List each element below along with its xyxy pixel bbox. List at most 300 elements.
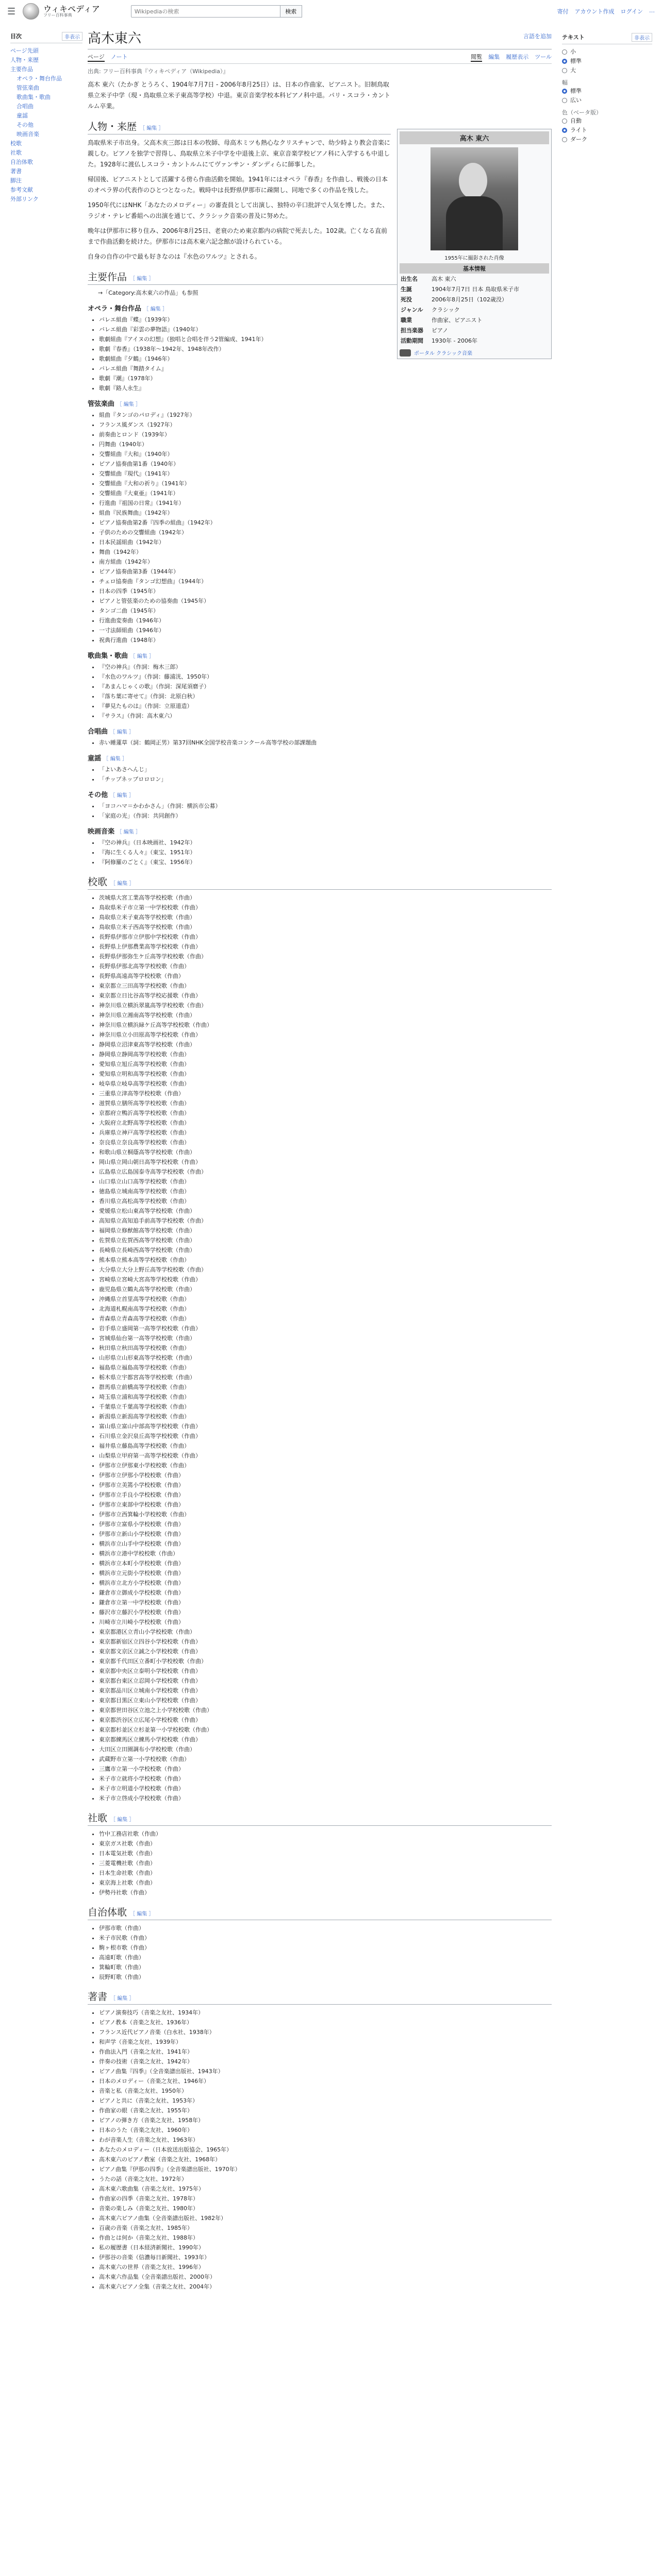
edit-link[interactable]: ［ 編集 ］ <box>110 793 134 799</box>
school-item[interactable]: • 三重県立津高等学校校歌（作曲） <box>99 1089 552 1098</box>
book-item[interactable]: • 百歳の音楽（音楽之友社、1985年） <box>99 2223 552 2233</box>
company-item[interactable]: • 東京海上社歌（作曲） <box>99 1878 552 1888</box>
list-item[interactable]: • 『落ち葉に寄せて』（作詞：北原白秋） <box>99 691 552 701</box>
list-item[interactable]: • 祝典行進曲（1948年） <box>99 635 552 645</box>
book-item[interactable]: • あなたのメロディー（日本放送出版協会、1965年） <box>99 2145 552 2155</box>
infobox-label: 出生名 <box>401 276 418 282</box>
list-item[interactable]: • 「家庭の光」（作詞：共同創作） <box>99 811 552 821</box>
page-tabs <box>88 49 552 64</box>
infobox-row <box>400 274 549 284</box>
toc-item[interactable]: 童謡 <box>16 112 28 119</box>
book-item[interactable]: • 伴奏の技術（音楽之友社、1942年） <box>99 2057 552 2066</box>
works-list <box>88 838 552 867</box>
school-item[interactable]: • 神奈川県立小田原高等学校校歌（作曲） <box>99 1030 552 1040</box>
list-item[interactable]: • 行進曲変奏曲（1946年） <box>99 616 552 625</box>
company-item[interactable]: • 日本電気社歌（作曲） <box>99 1849 552 1858</box>
company-item[interactable]: • 日本生命社歌（作曲） <box>99 1868 552 1878</box>
book-item[interactable]: • ピアノ曲集『四季』（全音楽譜出版社、1943年） <box>99 2066 552 2076</box>
school-item[interactable]: • 栃木県立宇都宮高等学校校歌（作曲） <box>99 1372 552 1382</box>
edit-link[interactable]: ［ 編集 ］ <box>110 1817 134 1823</box>
list-item[interactable]: • ピアノと管弦楽のための協奏曲（1945年） <box>99 596 552 606</box>
school-item[interactable]: • 静岡県立沼津東高等学校校歌（作曲） <box>99 1040 552 1049</box>
infobox-label: 生誕 <box>401 286 412 293</box>
school-item[interactable]: • 新潟県立新潟高等学校校歌（作曲） <box>99 1412 552 1421</box>
list-item[interactable]: • 一寸法師組曲（1946年） <box>99 625 552 635</box>
school-item[interactable]: • 伊那市立富県小学校校歌（作曲） <box>99 1519 552 1529</box>
list-item[interactable]: • 歌劇組曲『アイヌの幻想』（独唱と合唱を伴う2管編成、1941年） <box>99 334 552 344</box>
company-item[interactable]: • 東京ガス社歌（作曲） <box>99 1839 552 1849</box>
radio-label: 広い <box>570 97 582 104</box>
list-item[interactable]: • 前奏曲とロンド（1939年） <box>99 430 552 439</box>
list-item[interactable]: • 行進曲『祖国の日常』（1941年） <box>99 498 552 508</box>
school-item[interactable]: • 長野県伊那北高等学校校歌（作曲） <box>99 961 552 971</box>
tab-page[interactable]: ページ <box>88 53 105 62</box>
municipal-item[interactable]: • 米子市民歌（作曲） <box>99 1933 552 1943</box>
book-item[interactable]: • 伊那谷の音楽（信濃毎日新聞社、1993年） <box>99 2252 552 2262</box>
main-content <box>88 28 552 2292</box>
toc-item[interactable]: 歌曲集・歌曲 <box>16 94 51 100</box>
list-item[interactable]: • 子供のための交響組曲（1942年） <box>99 528 552 537</box>
edit-link[interactable]: ［ 編集 ］ <box>104 756 127 762</box>
school-item[interactable]: • 横浜市立山手中学校校歌（作曲） <box>99 1539 552 1549</box>
subsection-heading <box>88 650 552 660</box>
municipal-item[interactable]: • 箕輪町歌（作曲） <box>99 1962 552 1972</box>
municipal-item[interactable]: • 駒ヶ根市歌（作曲） <box>99 1943 552 1953</box>
school-item[interactable]: • 長野県上伊那農業高等学校校歌（作曲） <box>99 942 552 952</box>
school-item[interactable]: • 長崎県立長崎西高等学校校歌（作曲） <box>99 1245 552 1255</box>
list-item[interactable]: • タンゴ二曲（1945年） <box>99 606 552 616</box>
list-item[interactable]: • 歌劇『潮』（1978年） <box>99 374 552 383</box>
school-item[interactable]: • 福岡県立修猷館高等学校校歌（作曲） <box>99 1226 552 1235</box>
infobox-label: 死没 <box>401 296 412 303</box>
subsection-title: オペラ・舞台作品 <box>88 305 142 313</box>
portal-link[interactable]: ポータル クラシック音楽 <box>400 349 549 357</box>
radio-option[interactable] <box>562 96 652 105</box>
menu-icon[interactable]: ☰ <box>7 6 16 17</box>
school-item[interactable]: • 鳥取県立米子西高等学校校歌（作曲） <box>99 922 552 932</box>
edit-link[interactable]: ［ 編集 ］ <box>130 654 154 659</box>
infobox-value: ピアノ <box>432 327 449 334</box>
list-item[interactable]: • 『阿修羅のごとく』（東宝、1956年） <box>99 857 552 867</box>
radio-option[interactable] <box>562 47 652 57</box>
portrait-image[interactable] <box>431 147 518 250</box>
school-item[interactable]: • 宮城県仙台第一高等学校校歌（作曲） <box>99 1333 552 1343</box>
school-item[interactable]: • 東京都台東区立忍岡小学校校歌（作曲） <box>99 1676 552 1686</box>
school-item[interactable]: • 宮崎県立宮崎大宮高等学校校歌（作曲） <box>99 1275 552 1284</box>
school-item[interactable]: • 埼玉県立浦和高等学校校歌（作曲） <box>99 1392 552 1402</box>
book-item[interactable]: • 和声学（音楽之友社、1939年） <box>99 2037 552 2047</box>
radio-icon <box>562 59 567 64</box>
edit-link[interactable]: ［ 編集 ］ <box>110 881 134 887</box>
toc-item[interactable]: 管弦楽曲 <box>16 84 39 91</box>
list-item[interactable]: • 歌劇『春香』（1938年〜1942年、1948年改作） <box>99 344 552 354</box>
school-item[interactable]: • 神奈川県立横浜緑ケ丘高等学校校歌（作曲） <box>99 1020 552 1030</box>
infobox-value: 2006年8月25日（102歳没） <box>432 296 507 303</box>
radio-icon <box>562 49 567 55</box>
list-item[interactable]: • 『海に生くる人々』（東宝、1951年） <box>99 848 552 857</box>
book-item[interactable]: • 作曲家の四季（音楽之友社、1978年） <box>99 2194 552 2204</box>
tab-edit[interactable]: 編集 <box>488 54 500 60</box>
search-input[interactable] <box>131 5 280 18</box>
school-item[interactable]: • 香川県立高松高等学校校歌（作曲） <box>99 1196 552 1206</box>
school-item[interactable]: • 岡山県立岡山朝日高等学校校歌（作曲） <box>99 1157 552 1167</box>
school-item[interactable]: • 群馬県立前橋高等学校校歌（作曲） <box>99 1382 552 1392</box>
subsection-heading <box>88 398 552 408</box>
list-item[interactable]: • 日本民謡組曲（1942年） <box>99 537 552 547</box>
list-item[interactable]: • ピアノ協奏曲第1番（1940年） <box>99 459 552 469</box>
bio-paragraph: 帰国後、ピアニストとして活躍する傍ら作曲活動を開始。1941年にはオペラ『春香』を作曲し、戦後の日本のオペラ界の代表作のひとつとなった。戦時中は長野県伊那市に疎開し、同地で多くの作品を残した。 <box>88 176 388 194</box>
school-item[interactable]: • 鳥取県米子市立第一中学校校歌（作曲） <box>99 903 552 912</box>
edit-link[interactable]: ［ 編集 ］ <box>117 829 141 835</box>
tab-read[interactable]: 閲覧 <box>471 53 482 62</box>
toc-hide-button[interactable]: 非表示 <box>62 32 82 41</box>
bio-paragraph: 1950年代にはNHK「あなたのメロディー」の審査員として出演し、独特の辛口批評で人気を博した。また、ラジオ・テレビ番組への出演を通じて、クラシック音楽の普及に努めた。 <box>88 201 389 219</box>
school-item[interactable]: • 東京都中央区立泰明小学校校歌（作曲） <box>99 1666 552 1676</box>
toc-item[interactable]: 映画音楽 <box>16 131 39 138</box>
company-item[interactable]: • 三菱電機社歌（作曲） <box>99 1858 552 1868</box>
school-item[interactable]: • 東京都渋谷区立広尾小学校校歌（作曲） <box>99 1715 552 1725</box>
list-item[interactable]: • 『空の神兵』（日本映画社、1942年） <box>99 838 552 848</box>
works-list <box>88 662 552 721</box>
radio-option[interactable] <box>562 126 652 135</box>
list-item[interactable]: • 交響組曲『現代』（1941年） <box>99 469 552 479</box>
edit-link[interactable]: ［ 編集 ］ <box>110 730 134 735</box>
school-item[interactable]: • 京都府立鴨沂高等学校校歌（作曲） <box>99 1108 552 1118</box>
list-item[interactable]: • 歌劇『路人永生』 <box>99 383 552 393</box>
radio-label: ライト <box>570 127 587 133</box>
list-item[interactable]: • 円舞曲（1940年） <box>99 439 552 449</box>
list-item[interactable]: • 『あまんじゃくの歌』（作詞：深尾須磨子） <box>99 682 552 691</box>
radio-option[interactable] <box>562 66 652 75</box>
toc-item[interactable]: 脚注 <box>10 177 22 184</box>
school-item[interactable]: • 北海道札幌南高等学校校歌（作曲） <box>99 1304 552 1314</box>
book-item[interactable]: • 作曲とは何か（音楽之友社、1988年） <box>99 2233 552 2243</box>
toc-item[interactable]: 自治体歌 <box>10 159 33 165</box>
infobox-title: 高木 東六 <box>400 131 549 144</box>
school-item[interactable]: • 米子市立明道小学校校歌（作曲） <box>99 1784 552 1793</box>
subsection-title: 映画音楽 <box>88 828 115 836</box>
wikipedia-globe-icon <box>23 3 39 20</box>
width-title: 幅 <box>562 79 568 86</box>
user-link[interactable]: ログイン <box>620 8 643 15</box>
page-source-note: 出典: フリー百科事典『ウィキペディア（Wikipedia）』 <box>88 68 229 75</box>
infobox-value: クラシック <box>432 307 460 313</box>
school-item[interactable]: • 高知県立高知追手前高等学校校歌（作曲） <box>99 1216 552 1226</box>
list-item[interactable]: • フランス風ダンス（1927年） <box>99 420 552 430</box>
book-item[interactable]: • ピアノと共に（音楽之友社、1953年） <box>99 2096 552 2106</box>
school-item[interactable]: • 伊那市立西箕輪小学校校歌（作曲） <box>99 1510 552 1519</box>
school-item[interactable]: • 徳島県立城南高等学校校歌（作曲） <box>99 1187 552 1196</box>
toc-item[interactable]: その他 <box>16 122 34 128</box>
school-item[interactable]: • 和歌山県立桐蔭高等学校校歌（作曲） <box>99 1147 552 1157</box>
municipal-item[interactable]: • 辰野町歌（作曲） <box>99 1972 552 1982</box>
list-item[interactable]: • 組曲『民族舞曲』（1942年） <box>99 508 552 518</box>
school-item[interactable]: • 東京都立日比谷高等学校応援歌（作曲） <box>99 991 552 1001</box>
list-item[interactable]: • バレエ組曲『蝶』（1939年） <box>99 315 552 325</box>
list-item[interactable]: • 『夢見たものは』（作詞：立原道造） <box>99 701 552 711</box>
header-bar <box>0 0 662 23</box>
toc-item[interactable]: ページ先頭 <box>10 47 39 54</box>
infobox-value: 高木 東六 <box>432 276 456 282</box>
intro-paragraph: 高木 東六（たかぎ とうろく、1904年7月7日 - 2006年8月25日）は、日本の作曲家、ピアニスト。旧制鳥取県立米子中学（現・鳥取県立米子東高等学校）中退。東京音楽学校本科ピアノ科中退。パリ・スコラ・カントルム卒業。 <box>88 81 391 110</box>
school-item[interactable]: • 山形県立山形東高等学校校歌（作曲） <box>99 1353 552 1363</box>
site-logo[interactable] <box>23 3 100 20</box>
radio-icon <box>562 137 567 142</box>
school-item[interactable]: • 富山県立富山中部高等学校校歌（作曲） <box>99 1421 552 1431</box>
book-item[interactable]: • 作曲法入門（音楽之友社、1941年） <box>99 2047 552 2057</box>
radio-label: 大 <box>570 67 576 74</box>
portrait-caption: 1955年に撮影された肖像 <box>444 256 504 261</box>
book-item[interactable]: • 高木東六のピアノ教室（音楽之友社、1968年） <box>99 2155 552 2164</box>
infobox-row <box>400 335 549 346</box>
toc-item[interactable]: 合唱曲 <box>16 103 34 110</box>
portal-icon <box>400 349 411 357</box>
school-item[interactable]: • 長野県伊那弥生ケ丘高等学校校歌（作曲） <box>99 952 552 961</box>
subsection-title: 合唱曲 <box>88 728 108 736</box>
company-item[interactable]: • 竹中工務店社歌（作曲） <box>99 1829 552 1839</box>
book-item[interactable]: • 高木東六歌曲集（音楽之友社、1975年） <box>99 2184 552 2194</box>
book-item[interactable]: • 音楽の楽しみ（音楽之友社、1980年） <box>99 2204 552 2213</box>
school-item[interactable]: • 千葉県立千葉高等学校校歌（作曲） <box>99 1402 552 1412</box>
school-item[interactable]: • 伊那市立新山小学校校歌（作曲） <box>99 1529 552 1539</box>
edit-link[interactable]: ［ 編集 ］ <box>130 276 154 282</box>
school-item[interactable]: • 神奈川県立横浜翠嵐高等学校校歌（作曲） <box>99 1001 552 1010</box>
list-item[interactable]: • 「よいあさへんじ」 <box>99 765 552 774</box>
book-item[interactable]: • 高木東六ピアノ全集（音楽之友社、2004年） <box>99 2282 552 2292</box>
infobox-row <box>400 294 549 304</box>
list-item[interactable]: • ピアノ協奏曲第3番（1944年） <box>99 567 552 577</box>
book-item[interactable]: • 作曲家の眼（音楽之友社、1955年） <box>99 2106 552 2115</box>
school-item[interactable]: • 静岡県立静岡高等学校校歌（作曲） <box>99 1049 552 1059</box>
school-item[interactable]: • 川崎市立川崎小学校校歌（作曲） <box>99 1617 552 1627</box>
list-item[interactable]: • 南方組曲（1942年） <box>99 557 552 567</box>
school-item[interactable]: • 東京都文京区立誠之小学校校歌（作曲） <box>99 1647 552 1656</box>
book-item[interactable]: • ピアノ演奏技巧（音楽之友社、1934年） <box>99 2008 552 2018</box>
edit-link[interactable]: ［ 編集 ］ <box>117 402 141 408</box>
school-item[interactable]: • 伊那市立手良小学校校歌（作曲） <box>99 1490 552 1500</box>
school-item[interactable]: • 伊那市立伊那小学校校歌（作曲） <box>99 1470 552 1480</box>
school-item[interactable]: • 米子市立就将小学校校歌（作曲） <box>99 1774 552 1784</box>
edit-link[interactable]: ［ 編集 ］ <box>140 126 163 131</box>
radio-option[interactable] <box>562 87 652 96</box>
edit-link[interactable]: ［ 編集 ］ <box>110 1996 134 2002</box>
school-item[interactable]: • 岐阜県立岐阜高等学校校歌（作曲） <box>99 1079 552 1089</box>
book-item[interactable]: • うたの話（音楽之友社、1972年） <box>99 2174 552 2184</box>
language-button[interactable]: 言語を追加 <box>523 33 552 40</box>
school-item[interactable]: • 東京都品川区立城南小学校校歌（作曲） <box>99 1686 552 1696</box>
school-item[interactable]: • 東京都港区立青山小学校校歌（作曲） <box>99 1627 552 1637</box>
section-heading-works: 主要作品 ［ 編集 ］ <box>88 269 552 285</box>
school-item[interactable]: • 横浜市立北方小学校校歌（作曲） <box>99 1578 552 1588</box>
infobox-value: 1930年 - 2006年 <box>432 337 477 344</box>
works-list <box>88 738 552 748</box>
school-item[interactable]: • 伊那市立東部中学校校歌（作曲） <box>99 1500 552 1510</box>
list-item[interactable]: • 組曲『タンゴのパロディ』（1927年） <box>99 410 552 420</box>
radio-icon <box>562 68 567 73</box>
school-item[interactable]: • 東京都練馬区立練馬小学校校歌（作曲） <box>99 1735 552 1744</box>
school-item[interactable]: • 東京都千代田区立番町小学校校歌（作曲） <box>99 1656 552 1666</box>
infobox-label: 担当楽器 <box>401 327 423 334</box>
school-item[interactable]: • 愛知県立明和高等学校校歌（作曲） <box>99 1069 552 1079</box>
school-item[interactable]: • 愛知県立旭丘高等学校校歌（作曲） <box>99 1059 552 1069</box>
school-item[interactable]: • 伊那市立美篶小学校校歌（作曲） <box>99 1480 552 1490</box>
school-item[interactable]: • 山梨県立甲府第一高等学校校歌（作曲） <box>99 1451 552 1461</box>
school-item[interactable]: • 茨城県大宮工業高等学校校歌（作曲） <box>99 893 552 903</box>
company-item[interactable]: • 伊勢丹社歌（作曲） <box>99 1888 552 1897</box>
user-link[interactable]: 寄付 <box>557 8 569 15</box>
school-item[interactable]: • 伊那市立伊那東小学校校歌（作曲） <box>99 1461 552 1470</box>
school-item[interactable]: • 東京都杉並区立杉並第一小学校校歌（作曲） <box>99 1725 552 1735</box>
section-heading-schools: 校歌 ［ 編集 ］ <box>88 874 552 890</box>
school-item[interactable]: • 岩手県立盛岡第一高等学校校歌（作曲） <box>99 1324 552 1333</box>
works-list <box>88 765 552 784</box>
radio-icon <box>562 98 567 103</box>
school-item[interactable]: • 兵庫県立神戸高等学校校歌（作曲） <box>99 1128 552 1138</box>
infobox <box>397 129 552 359</box>
edit-link[interactable]: ［ 編集 ］ <box>130 1911 154 1917</box>
list-item[interactable]: • ピアノ協奏曲第2番『四季の組曲』（1942年） <box>99 518 552 528</box>
school-item[interactable]: • 大阪府立北野高等学校校歌（作曲） <box>99 1118 552 1128</box>
school-item[interactable]: • 福井県立藤島高等学校校歌（作曲） <box>99 1441 552 1451</box>
school-item[interactable]: • 鳥取県立米子東高等学校校歌（作曲） <box>99 912 552 922</box>
school-item[interactable]: • 鹿児島県立鶴丸高等学校校歌（作曲） <box>99 1284 552 1294</box>
school-item[interactable]: • 滋賀県立膳所高等学校校歌（作曲） <box>99 1098 552 1108</box>
list-item[interactable]: • 交響組曲『大和』（1940年） <box>99 449 552 459</box>
school-item[interactable]: • 大分県立大分上野丘高等学校校歌（作曲） <box>99 1265 552 1275</box>
user-link[interactable]: … <box>649 7 655 14</box>
school-item[interactable]: • 秋田県立秋田高等学校校歌（作曲） <box>99 1343 552 1353</box>
edit-link[interactable]: ［ 編集 ］ <box>144 307 168 312</box>
panel-hide-button[interactable]: 非表示 <box>632 33 652 42</box>
toc-sidebar <box>10 32 82 204</box>
school-item[interactable]: • 米子市立啓成小学校校歌（作曲） <box>99 1793 552 1803</box>
school-item[interactable]: • 山口県立山口高等学校校歌（作曲） <box>99 1177 552 1187</box>
list-item[interactable]: • 赤い睡蓮草（詞：鶴岡正男）第37回NHK全国学校音楽コンクール高等学校の部課題曲 <box>99 738 552 748</box>
school-item[interactable]: • 鎌倉市立御成小学校校歌（作曲） <box>99 1588 552 1598</box>
site-name: ウィキペディア <box>43 4 100 14</box>
school-item[interactable]: • 長野県高遠高等学校校歌（作曲） <box>99 971 552 981</box>
book-item[interactable]: • 日本のうた（音楽之友社、1960年） <box>99 2125 552 2135</box>
appearance-panel <box>562 28 652 144</box>
user-links <box>557 7 655 15</box>
school-item[interactable]: • 大田区立田園調布小学校校歌（作曲） <box>99 1744 552 1754</box>
subsection-heading <box>88 789 552 799</box>
section-heading-municipal: 自治体歌 ［ 編集 ］ <box>88 1905 552 1920</box>
toc-item[interactable]: 校歌 <box>10 140 22 147</box>
book-item[interactable]: • 音楽と私（音楽之友社、1950年） <box>99 2086 552 2096</box>
school-item[interactable]: • 東京都世田谷区立池之上小学校校歌（作曲） <box>99 1705 552 1715</box>
toc-title: 目次 <box>10 33 22 40</box>
search-button[interactable]: 検索 <box>280 5 302 18</box>
school-item[interactable]: • 長野県伊那市立伊那中学校校歌（作曲） <box>99 932 552 942</box>
tab-talk[interactable]: ノート <box>110 54 128 60</box>
school-item[interactable]: • 東京都新宿区立四谷小学校校歌（作曲） <box>99 1637 552 1647</box>
school-item[interactable]: • 福島県立福島高等学校校歌（作曲） <box>99 1363 552 1372</box>
school-item[interactable]: • 愛媛県立松山東高等学校校歌（作曲） <box>99 1206 552 1216</box>
radio-option[interactable] <box>562 57 652 66</box>
school-item[interactable]: • 広島県立広島国泰寺高等学校校歌（作曲） <box>99 1167 552 1177</box>
radio-option[interactable] <box>562 135 652 144</box>
toc-item[interactable]: 外部リンク <box>10 196 39 202</box>
list-item[interactable]: • バレエ組曲『彩雲の夢物語』（1940年） <box>99 325 552 334</box>
school-item[interactable]: • 東京都目黒区立東山小学校校歌（作曲） <box>99 1696 552 1705</box>
subsection-heading <box>88 753 552 762</box>
list-item[interactable]: • 舞曲（1942年） <box>99 547 552 557</box>
school-item[interactable]: • 横浜市立本町小学校校歌（作曲） <box>99 1558 552 1568</box>
school-item[interactable]: • 石川県立金沢泉丘高等学校校歌（作曲） <box>99 1431 552 1441</box>
book-item[interactable]: • ピアノ曲集『伊那の四季』（全音楽譜出版社、1970年） <box>99 2164 552 2174</box>
tab-tools[interactable]: ツール <box>535 54 552 60</box>
school-item[interactable]: • 横浜市立港中学校校歌（作曲） <box>99 1549 552 1558</box>
toc-item[interactable]: オペラ・舞台作品 <box>16 75 62 82</box>
list-item[interactable]: • 日本の四季（1945年） <box>99 586 552 596</box>
toc-item[interactable]: 参考文献 <box>10 187 33 193</box>
school-item[interactable]: • 藤沢市立藤沢小学校校歌（作曲） <box>99 1607 552 1617</box>
book-item[interactable]: • フランス近代ピアノ音楽（白水社、1938年） <box>99 2027 552 2037</box>
municipal-item[interactable]: • 高遠町歌（作曲） <box>99 1953 552 1962</box>
book-item[interactable]: • 日本のメロディー（音楽之友社、1946年） <box>99 2076 552 2086</box>
school-item[interactable]: • 沖縄県立首里高等学校校歌（作曲） <box>99 1294 552 1304</box>
radio-option[interactable] <box>562 116 652 126</box>
bio-paragraph: 晩年は伊那市に移り住み、2006年8月25日、老衰のため東京都内の病院で死去した。102歳。亡くなる直前まで作曲活動を続けた。伊那市には高木東六記念館が設けられている。 <box>88 227 388 245</box>
school-item[interactable]: • 鎌倉市立第一中学校校歌（作曲） <box>99 1598 552 1607</box>
list-item[interactable]: • チェロ協奏曲『タンゴ幻想曲』（1944年） <box>99 577 552 586</box>
municipal-item[interactable]: • 伊那市歌（作曲） <box>99 1923 552 1933</box>
list-item[interactable]: • 交響組曲『大和の祈り』（1941年） <box>99 479 552 488</box>
toc-item[interactable]: 社歌 <box>10 149 22 156</box>
toc-item[interactable]: 主要作品 <box>10 66 33 73</box>
radio-label: 標準 <box>570 58 582 64</box>
book-item[interactable]: • ピアノの弾き方（音楽之友社、1958年） <box>99 2115 552 2125</box>
list-item[interactable]: • 『空の神兵』（作詞：梅木三郎） <box>99 662 552 672</box>
category-note[interactable]: →「Category:高木東六の作品」も参照 <box>98 290 198 296</box>
bio-paragraph: 自身の自作の中で最も好きなのは『水色のワルツ』とされる。 <box>88 253 261 260</box>
book-item[interactable]: • ピアノ教本（音楽之友社、1936年） <box>99 2018 552 2027</box>
school-item[interactable]: • 佐賀県立佐賀西高等学校校歌（作曲） <box>99 1235 552 1245</box>
list-item[interactable]: • バレエ組曲『舞踏タイム』 <box>99 364 552 374</box>
list-item[interactable]: • 『水色のワルツ』（作詞：藤浦洸、1950年） <box>99 672 552 682</box>
book-item[interactable]: • 私の履歴書（日本経済新聞社、1990年） <box>99 2243 552 2252</box>
book-item[interactable]: • わが音楽人生（音楽之友社、1963年） <box>99 2135 552 2145</box>
school-item[interactable]: • 奈良県立奈良高等学校校歌（作曲） <box>99 1138 552 1147</box>
infobox-label: 職業 <box>401 317 412 324</box>
list-item[interactable]: • 交響組曲『大東亜』（1941年） <box>99 488 552 498</box>
school-item[interactable]: • 青森県立青森高等学校校歌（作曲） <box>99 1314 552 1324</box>
list-item[interactable]: • 歌劇組曲『夕鶴』（1946年） <box>99 354 552 364</box>
infobox-label: 活動期間 <box>401 337 423 344</box>
list-item[interactable]: • 「ヨコハマ＝かわかさん」（作詞：横浜市公募） <box>99 801 552 811</box>
user-link[interactable]: アカウント作成 <box>574 8 615 15</box>
school-item[interactable]: • 三鷹市立第一小学校校歌（作曲） <box>99 1764 552 1774</box>
bio-paragraph: 鳥取県米子市出身。父高木亥三郎は日本の牧師、母高木ミツも熱心なクリスチャンで、幼少時より教会音楽に親しむ。ピアノを独学で習得し、鳥取県立米子中学を中退後上京、東京音楽学校ピアノ科に入学するも中退した。1928年に渡仏しスコラ・カントルムにてヴァンサン・ダンディらに師事した。 <box>88 139 390 168</box>
list-item[interactable]: • 『サラス』（作詞：高木東六） <box>99 711 552 721</box>
radio-label: ダーク <box>570 136 587 143</box>
book-item[interactable]: • 高木東六作品集（全音楽譜出版社、2000年） <box>99 2272 552 2282</box>
list-item[interactable]: • 「チップネッブロロロン」 <box>99 774 552 784</box>
section-heading-companies: 社歌 ［ 編集 ］ <box>88 1810 552 1826</box>
school-item[interactable]: • 熊本県立熊本高等学校校歌（作曲） <box>99 1255 552 1265</box>
school-item[interactable]: • 東京都立三田高等学校校歌（作曲） <box>99 981 552 991</box>
toc-item[interactable]: 人物・来歴 <box>10 57 39 63</box>
school-item[interactable]: • 武蔵野市立第一小学校校歌（作曲） <box>99 1754 552 1764</box>
school-item[interactable]: • 神奈川県立湘南高等学校校歌（作曲） <box>99 1010 552 1020</box>
toc-item[interactable]: 著書 <box>10 168 22 175</box>
school-item[interactable]: • 横浜市立元街小学校校歌（作曲） <box>99 1568 552 1578</box>
tab-history[interactable]: 履歴表示 <box>506 54 529 60</box>
book-item[interactable]: • 高木東六ピアノ曲集（全音楽譜出版社、1982年） <box>99 2213 552 2223</box>
book-item[interactable]: • 高木東六の世界（音楽之友社、1996年） <box>99 2262 552 2272</box>
infobox-row <box>400 284 549 294</box>
